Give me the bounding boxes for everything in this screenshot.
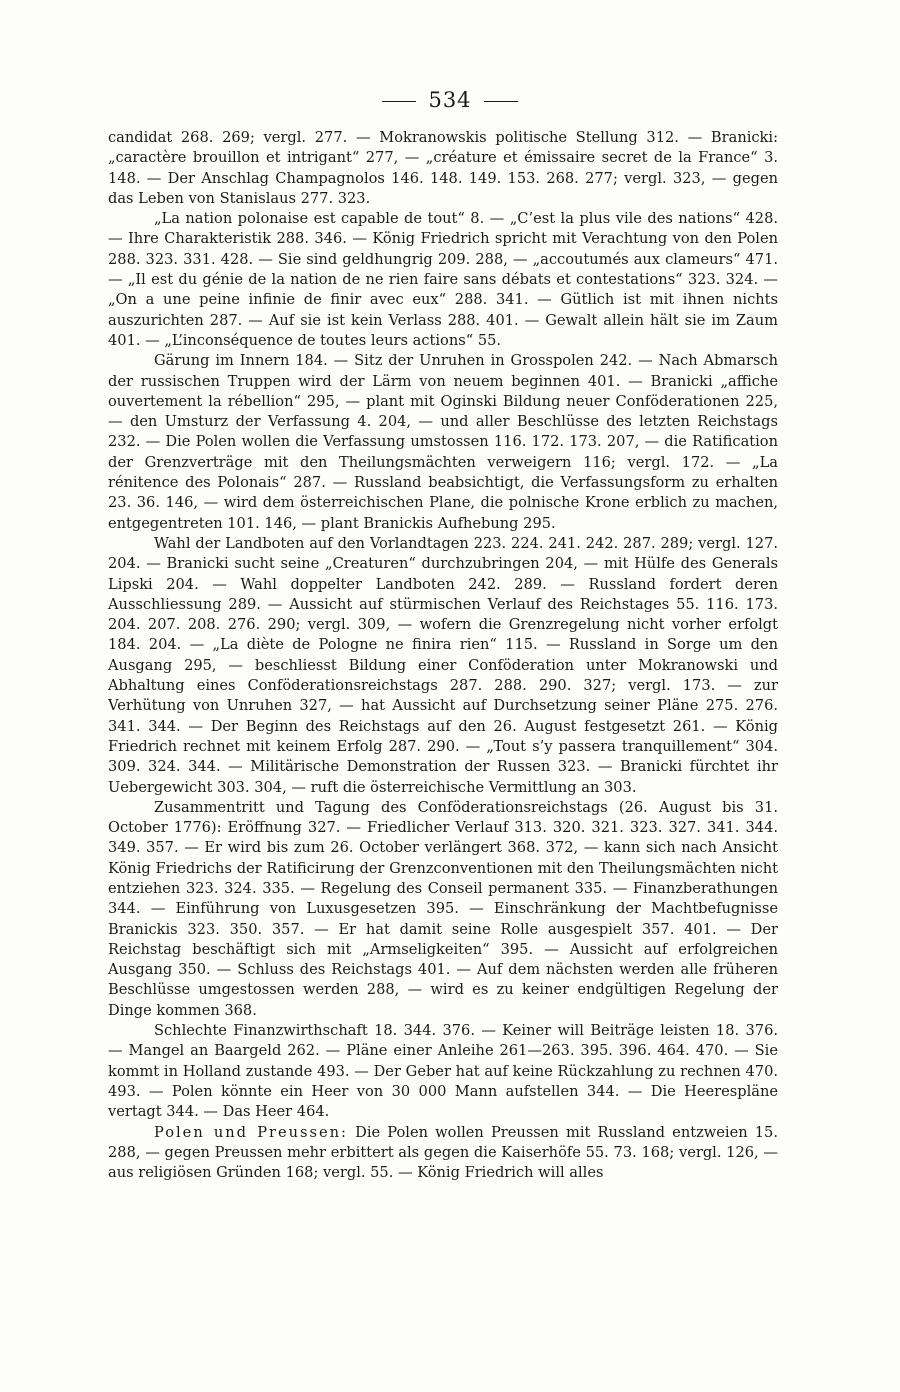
header-rule-left xyxy=(382,101,416,102)
index-paragraph xyxy=(108,128,778,209)
paragraph-text: Zusammentritt und Tagung des Conföderationsreichstags (26. August bis 31. October 1776): Eröffnung 327. — Friedlicher Verlauf 313. 320. 321. 323. 327. 341. 344. 349. 357. — Er wird bis zum 26. October verlängert 368. 372, — kann sich nach Ansicht König Friedrichs der Ratificirung der Grenzconventionen mit den Theilungsmächten nicht entziehen 323. 324. 335. — Regelung des Conseil permanent 335. — Finanzberathungen 344. — Einführung von Luxusgesetzen 395. — Einschränkung der Machtbefugnisse Branickis 323. 350. 357. — Er hat damit seine Rolle ausgespielt 357. 401. — Der Reichstag beschäftigt sich mit „Armseligkeiten“ 395. — Aussicht auf erfolgreichen Ausgang 350. — Schluss des Reichstags 401. — Auf dem nächsten werden alle früheren Beschlüsse umgestossen werden 288, — wird es zu keiner endgültigen Regelung der Dinge kommen 368. xyxy=(108,798,778,1019)
paragraph-text: Wahl der Landboten auf den Vorlandtagen 223. 224. 241. 242. 287. 289; vergl. 127. 204. — Branicki sucht seine „Creaturen“ durchzubringen 204, — mit Hülfe des Generals Lipski 204. — Wahl doppelter Landboten 242. 289. — Russland fordert deren Ausschliessung 289. — Aussicht auf stürmischen Verlauf des Reichstages 55. 116. 173. 204. 207. 208. 276. 290; vergl. 309, — wofern die Grenzregelung nicht vorher erfolgt 184. 204. — „La diète de Pologne ne finira rien“ 115. — Russland in Sorge um den Ausgang 295, — beschliesst Bildung einer Conföderation unter Mokranowski und Abhaltung eines Conföderationsreichstags 287. 288. 290. 327; vergl. 173. — zur Verhütung von Unruhen 327, — hat Aussicht auf Durchsetzung seiner Pläne 275. 276. 341. 344. — Der Beginn des Reichstags auf den 26. August festgesetzt 261. — König Friedrich rechnet mit keinem Erfolg 287. 290. — „Tout s’y passera tranquillement“ 304. 309. 324. 344. — Militärische Demonstration der Russen 323. — Branicki fürchtet ihr Uebergewicht 303. 304, — ruft die österreichische Vermittlung an 303. xyxy=(108,534,778,796)
index-paragraph xyxy=(108,534,778,798)
index-paragraph xyxy=(108,798,778,1021)
index-text-body xyxy=(108,128,778,1183)
section-lead-spaced: Polen und Preussen: xyxy=(154,1123,348,1141)
header-rule-right xyxy=(484,101,518,102)
paragraph-text: candidat 268. 269; vergl. 277. — Mokranowskis politische Stellung 312. — Branicki: „caractère brouillon et intrigant“ 277, — „créature et émissaire secret de la France“ 3. 148. — Der Anschlag Champagnolos 146. 148. 149. 153. 268. 277; vergl. 323, — gegen das Leben von Stanislaus 277. 323. xyxy=(108,129,778,207)
paragraph-text: Die Polen wollen Preussen mit Russland entzweien 15. 288, — gegen Preussen mehr erbittert als gegen die Kaiserhöfe 55. 73. 168; vergl. 126, — aus religiösen Gründen 168; vergl. 55. — König Friedrich will alles xyxy=(108,1123,778,1182)
paragraph-text: Gärung im Innern 184. — Sitz der Unruhen in Grosspolen 242. — Nach Abmarsch der russischen Truppen wird der Lärm von neuem beginnen 401. — Branicki „affiche ouvertement la rébellion“ 295, — plant mit Oginski Bildung neuer Conföderationen 225, — den Umsturz der Verfassung 4. 204, — und aller Beschlüsse des letzten Reichstags 232. — Die Polen wollen die Verfassung umstossen 116. 172. 173. 207, — die Ratification der Grenzverträge mit den Theilungsmächten verweigern 116; vergl. 172. — „La rénitence des Polonais“ 287. — Russland beabsichtigt, die Verfassungsform zu erhalten 23. 36. 146, — wird dem österreichischen Plane, die polnische Krone erblich zu machen, entgegentreten 101. 146, — plant Branickis Aufhebung 295. xyxy=(108,352,778,532)
paragraph-text: „La nation polonaise est capable de tout“ 8. — „C’est la plus vile des nations“ 428. — Ihre Charakteristik 288. 346. — König Friedrich spricht mit Verachtung von den Polen 288. 323. 331. 428. — Sie sind geldhungrig 209. 288, — „accoutumés aux clameurs“ 471. — „Il est du génie de la nation de ne rien faire sans débats et contestations“ 323. 324. — „On a une peine infinie de finir avec eux“ 288. 341. — Gütlich ist mit ihnen nichts auszurichten 287. — Auf sie ist kein Verlass 288. 401. — Gewalt allein hält sie im Zaum 401. — „L’inconséquence de toutes leurs actions“ 55. xyxy=(108,210,778,349)
paragraph-text: Schlechte Finanzwirthschaft 18. 344. 376. — Keiner will Beiträge leisten 18. 376. — Mangel an Baargeld 262. — Pläne einer Anleihe 261—263. 395. 396. 464. 470. — Sie kommt in Holland zustande 493. — Der Geber hat auf keine Rückzahlung zu rechnen 470. 493. — Polen könnte ein Heer von 30 000 Mann aufstellen 344. — Die Heerespläne vertagt 344. — Das Heer 464. xyxy=(108,1022,778,1121)
index-paragraph xyxy=(108,209,778,351)
page-number: 534 xyxy=(428,88,472,112)
index-paragraph xyxy=(108,351,778,534)
index-paragraph xyxy=(108,1123,778,1184)
index-paragraph xyxy=(108,1021,778,1122)
page-header xyxy=(0,88,900,112)
